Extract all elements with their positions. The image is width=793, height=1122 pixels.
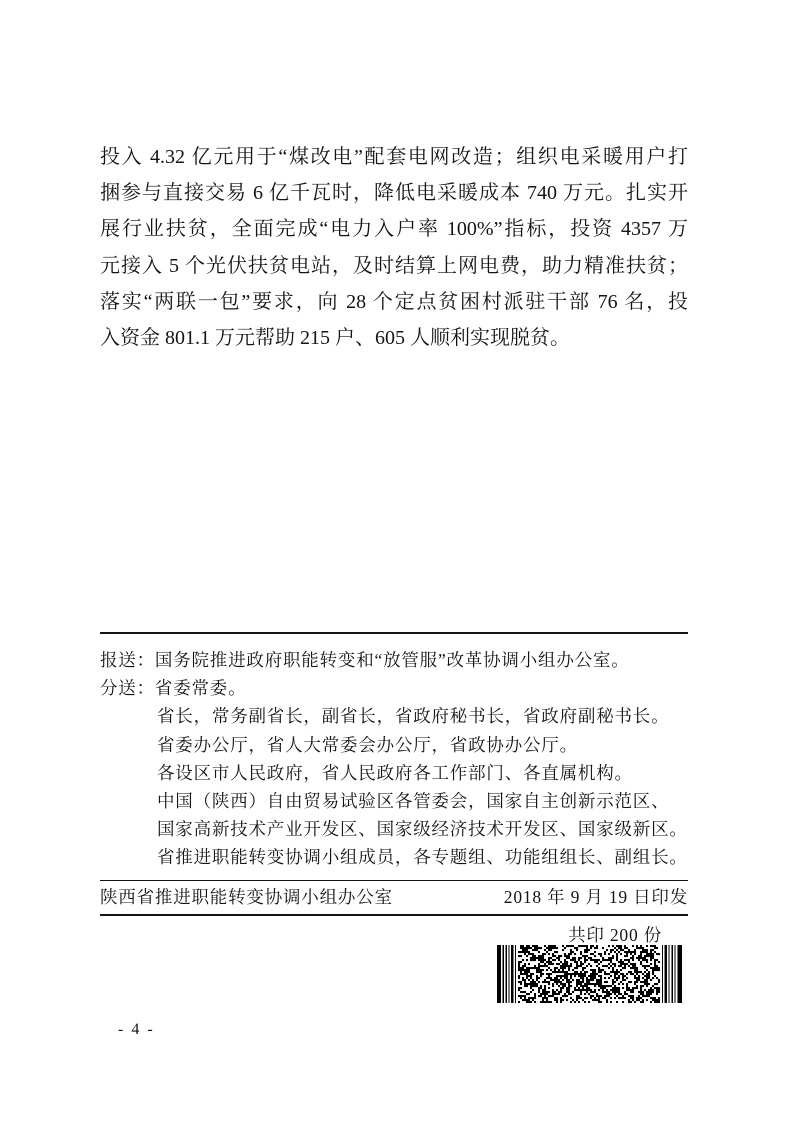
body-line: 落实“两联一包”要求，向 28 个定点贫困村派驻干部 76 名，投: [100, 290, 688, 313]
copy-to-item: 各设区市人民政府，省人民政府各工作部门、各直属机构。: [157, 762, 633, 783]
copy-to-item: 中国（陕西）自由贸易试验区各管委会，国家自主创新示范区、: [157, 790, 670, 811]
body-line: 展行业扶贫，全面完成“电力入户率 100%”指标，投资 4357 万: [100, 218, 688, 241]
issue-date: 2018 年 9 月 19 日印发: [503, 887, 688, 907]
copy-to-item: 省委办公厅，省人大常委会办公厅，省政协办公厅。: [157, 734, 578, 755]
body-paragraph: [100, 139, 688, 356]
page-number: - 4 -: [118, 1021, 155, 1038]
copy-to-item: 省推进职能转变协调小组成员，各专题组、功能组组长、副组长。: [157, 847, 688, 868]
barcode-image: [497, 945, 682, 1003]
body-line: 元接入 5 个光伏扶贫电站，及时结算上网电费，助力精准扶贫；: [100, 254, 688, 277]
report-to-line: 报送：国务院推进政府职能转变和“放管服”改革协调小组办公室。: [100, 650, 630, 670]
issuer-name: 陕西省推进职能转变协调小组办公室: [100, 887, 393, 907]
copy-to-item: 国家高新技术产业开发区、国家级经济技术开发区、国家级新区。: [157, 819, 688, 840]
copy-to-item: 省长，常务副省长，副省长，省政府秘书长，省政府副秘书长。: [157, 706, 670, 727]
distribution-list: [100, 646, 688, 872]
body-line: 投入 4.32 亿元用于“煤改电”配套电网改造；组织电采暖用户打: [100, 146, 688, 168]
copy-to-line: 分送：省委常委。: [100, 678, 247, 699]
distribution-top-rule: [100, 632, 688, 634]
body-line: 入资金 801.1 万元帮助 215 户、605 人顺利实现脱贫。: [100, 326, 570, 349]
imprint-top-rule: [100, 880, 688, 881]
imprint-bottom-rule: [100, 914, 688, 916]
print-count: 共印 200 份: [568, 925, 662, 945]
body-line: 捆参与直接交易 6 亿千瓦时，降低电采暖成本 740 万元。扎实开: [100, 182, 688, 205]
imprint-row: [100, 884, 688, 910]
